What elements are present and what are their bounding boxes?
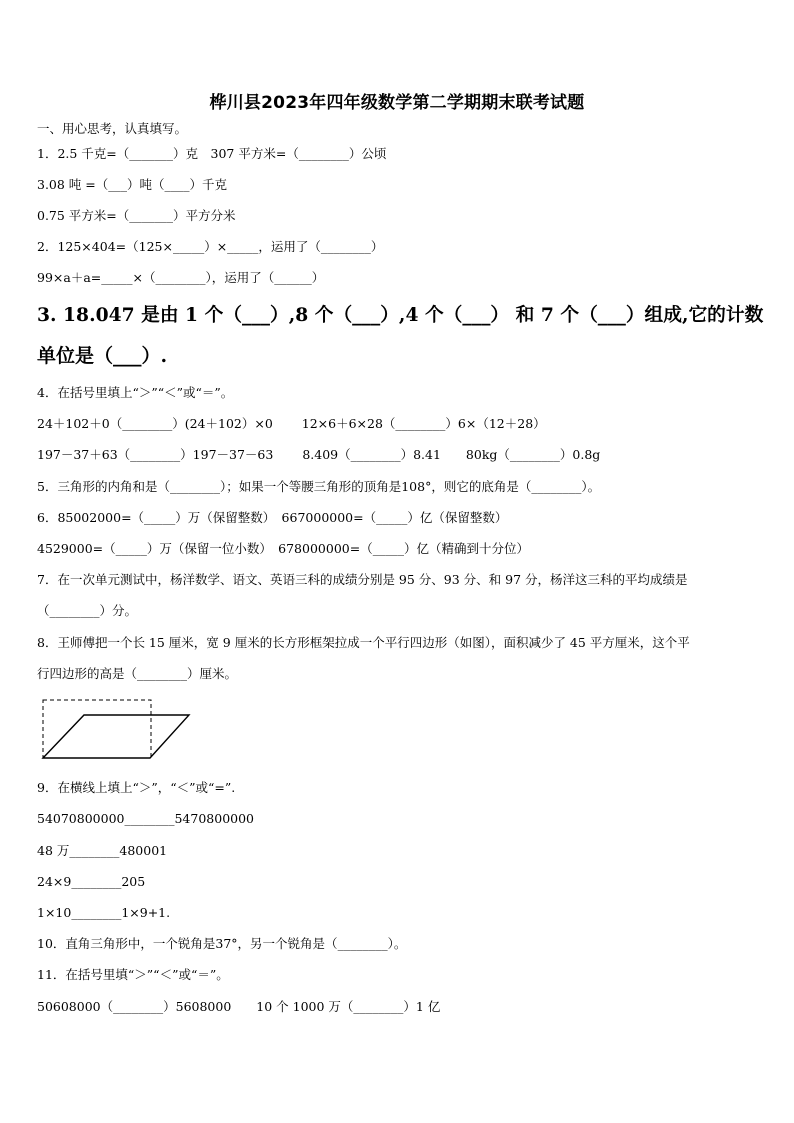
question-4-line-1: 24＋102＋0（________）(24＋102）×0 12×6＋6×28（________）6×（12＋28） <box>37 416 546 431</box>
parallelogram-figure <box>40 697 192 763</box>
question-5: 5．三角形的内角和是（________）；如果一个等腰三角形的顶角是108°，则它的底角是（________）。 <box>37 479 601 494</box>
question-11-heading: 11．在括号里填“＞”“＜”或“＝”。 <box>37 967 229 982</box>
question-1-line-1: 1．2.5 千克=（_______）克 307 平方米=（________）公顷 <box>37 146 387 161</box>
question-9-item-2: 48 万________480001 <box>37 843 168 858</box>
question-8-line-1: 8．王师傅把一个长 15 厘米，宽 9 厘米的长方形框架拉成一个平行四边形（如图），面积减少了 45 平方厘米，这个平 <box>37 635 690 650</box>
question-9-item-3: 24×9________205 <box>37 874 146 889</box>
question-8-line-2: 行四边形的高是（________）厘米。 <box>37 666 238 681</box>
page-title: 桦川县2023年四年级数学第二学期期末联考试题 <box>209 93 585 113</box>
question-2-line-1: 2．125×404=（125×_____）×_____，运用了（________） <box>37 239 384 254</box>
question-11-line-1: 50608000（________）5608000 10 个 1000 万（________）1 亿 <box>37 999 441 1014</box>
question-1-line-3: 0.75 平方米=（_______）平方分米 <box>37 208 236 223</box>
question-9-heading: 9．在横线上填上“＞”，“＜”或“=”. <box>37 780 236 795</box>
question-3-line-2: 单位是（___）. <box>37 345 168 367</box>
section-heading: 一、用心思考，认真填写。 <box>37 121 188 136</box>
question-7-line-2: （________）分。 <box>37 603 138 618</box>
question-9-item-1: 54070800000________5470800000 <box>37 811 255 826</box>
parallelogram-outline <box>43 715 189 758</box>
question-9-item-4: 1×10________1×9+1. <box>37 905 171 920</box>
question-10: 10．直角三角形中，一个锐角是37°，另一个锐角是（________）。 <box>37 936 407 951</box>
question-2-line-2: 99×a＋a=_____×（________），运用了（______） <box>37 270 325 285</box>
question-7-line-1: 7．在一次单元测试中，杨洋数学、语文、英语三科的成绩分别是 95 分、93 分、和 97 分，杨洋这三科的平均成绩是 <box>37 572 688 587</box>
question-1-line-2: 3.08 吨 =（___）吨（____）千克 <box>37 177 228 192</box>
question-6-line-1: 6．85002000=（_____）万（保留整数） 667000000=（_____）亿（保留整数） <box>37 510 508 525</box>
question-4-heading: 4．在括号里填上“＞”“＜”或“＝”。 <box>37 385 234 400</box>
question-6-line-2: 4529000=（_____）万（保留一位小数） 678000000=（_____）亿（精确到十分位） <box>37 541 529 556</box>
question-4-line-2: 197－37＋63（________）197－37－63 8.409（________）8.41 80kg（________）0.8g <box>37 447 601 462</box>
rectangle-dashed-outline <box>43 700 151 758</box>
question-3-line-1: 3. 18.047 是由 1 个（___）,8 个（___）,4 个（___） 和 7 个（___）组成,它的计数 <box>37 304 764 326</box>
